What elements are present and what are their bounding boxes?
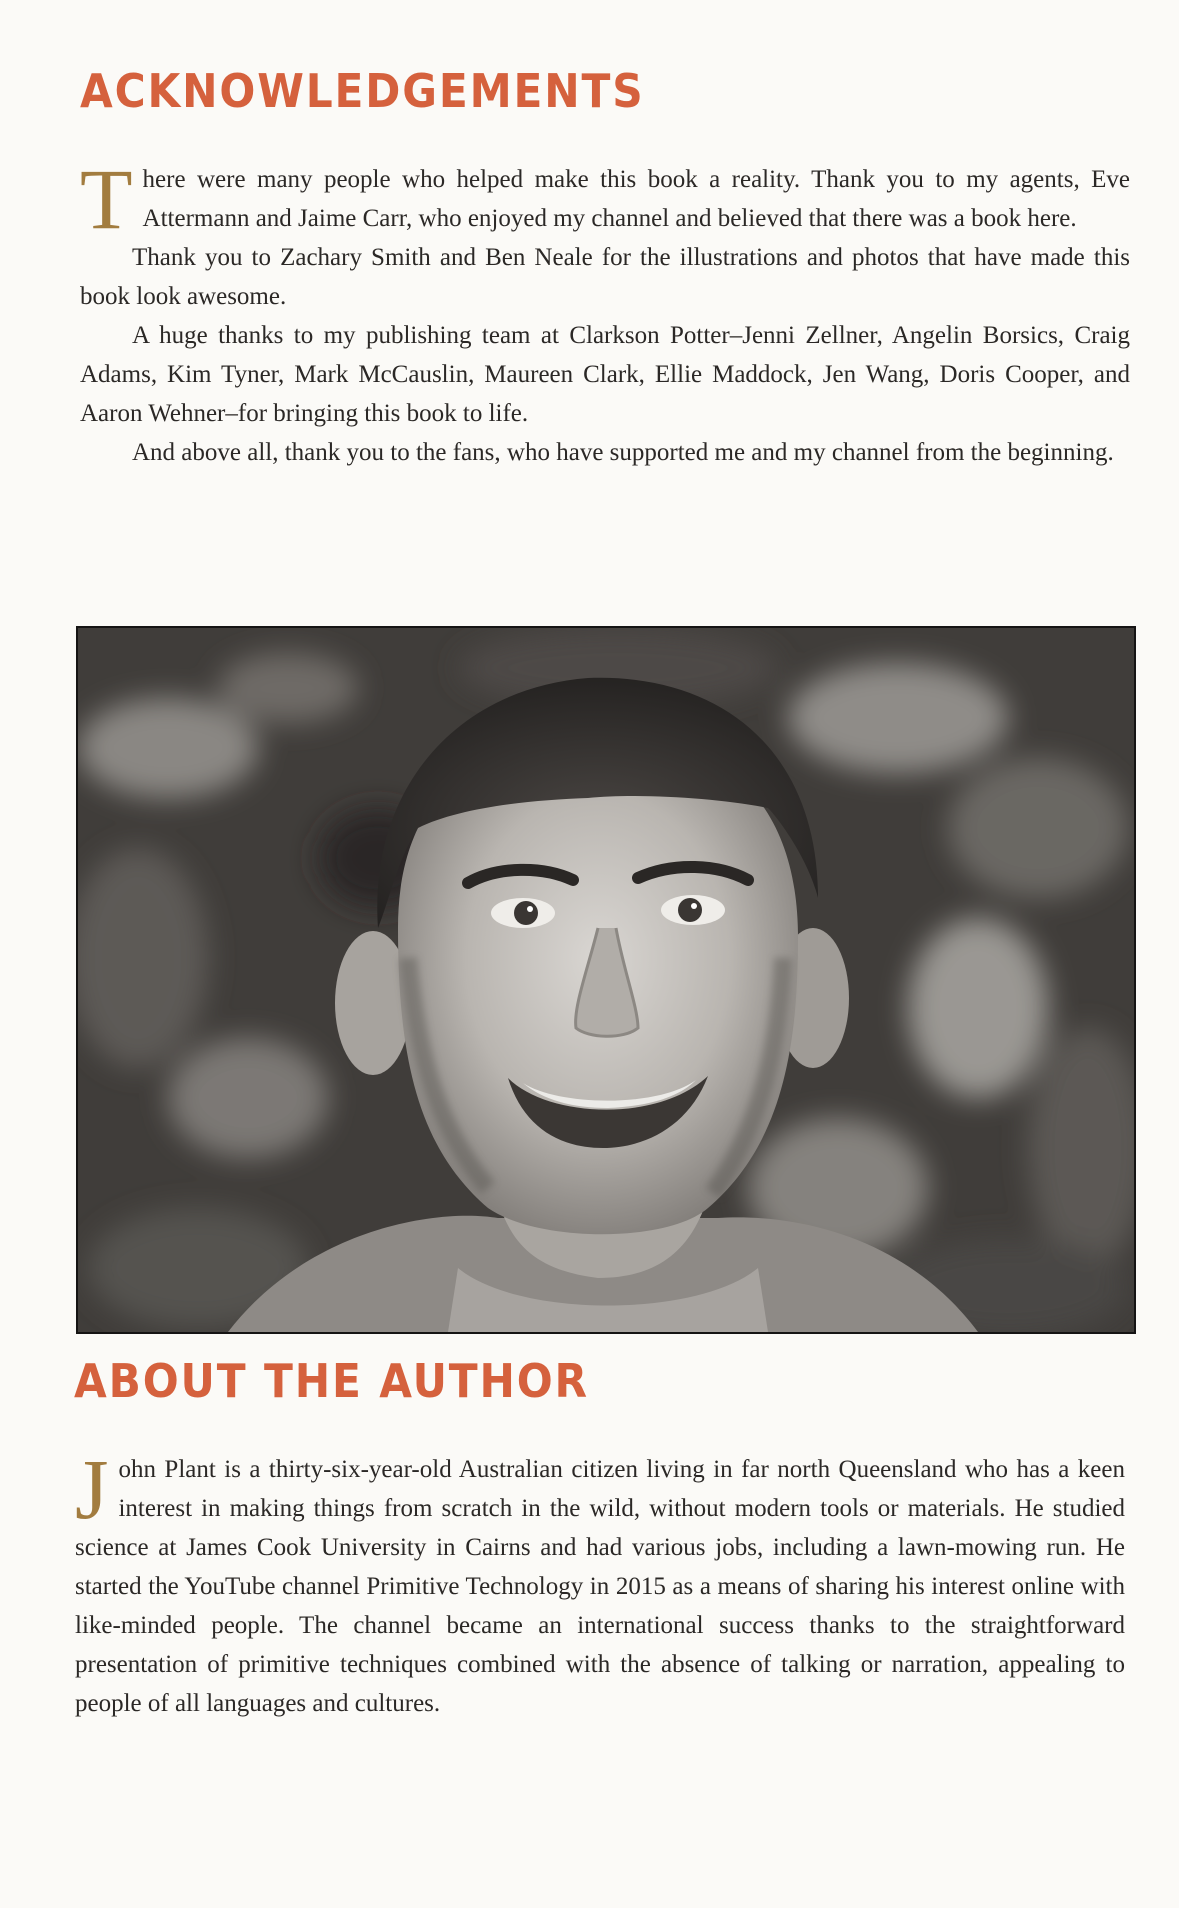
about-the-author-heading: ABOUT THE AUTHOR xyxy=(74,1354,589,1408)
author-portrait-illustration xyxy=(78,628,1134,1332)
paragraph-text: here were many people who helped make this book a reality. Thank you to my agents, Eve Attermann and Jaime Carr, who enjoyed my channel and believed that there was a book here. xyxy=(142,166,1130,232)
about-paragraph xyxy=(75,1441,1125,1723)
drop-cap: T xyxy=(80,151,133,247)
paragraph-text: ohn Plant is a thirty-six-year-old Australian citizen living in far north Queensland who has a keen interest in making things from scratch in the wild, without modern tools or materials. He studied science at James Cook University in Cairns and had various jobs, including a lawn-mowing run. He started the YouTube channel Primitive Technology in 2015 as a means of sharing his interest online with like-minded people. The channel became an international success thanks to the straightforward presentation of primitive techniques combined with the absence of talking or narration, appealing to people of all languages and cultures. xyxy=(75,1456,1125,1717)
acknowledgements-paragraph-3: A huge thanks to my publishing team at Clarkson Potter–Jenni Zellner, Angelin Borsics, Craig Adams, Kim Tyner, Mark McCauslin, Maureen Clark, Ellie Maddock, Jen Wang, Doris Cooper, and Aaron Wehner–for bringing this book to life. xyxy=(80,322,1130,427)
acknowledgements-text xyxy=(80,151,1130,472)
acknowledgements-paragraph-1 xyxy=(80,151,1130,247)
acknowledgements-paragraph-2: Thank you to Zachary Smith and Ben Neale for the illustrations and photos that have made this book look awesome. xyxy=(80,244,1130,310)
about-the-author-text xyxy=(75,1441,1125,1723)
drop-cap: J xyxy=(75,1441,109,1537)
author-photo xyxy=(76,626,1136,1334)
acknowledgements-heading: ACKNOWLEDGEMENTS xyxy=(80,64,645,118)
acknowledgements-paragraph-4: And above all, thank you to the fans, who have supported me and my channel from the beginning. xyxy=(132,439,1114,466)
